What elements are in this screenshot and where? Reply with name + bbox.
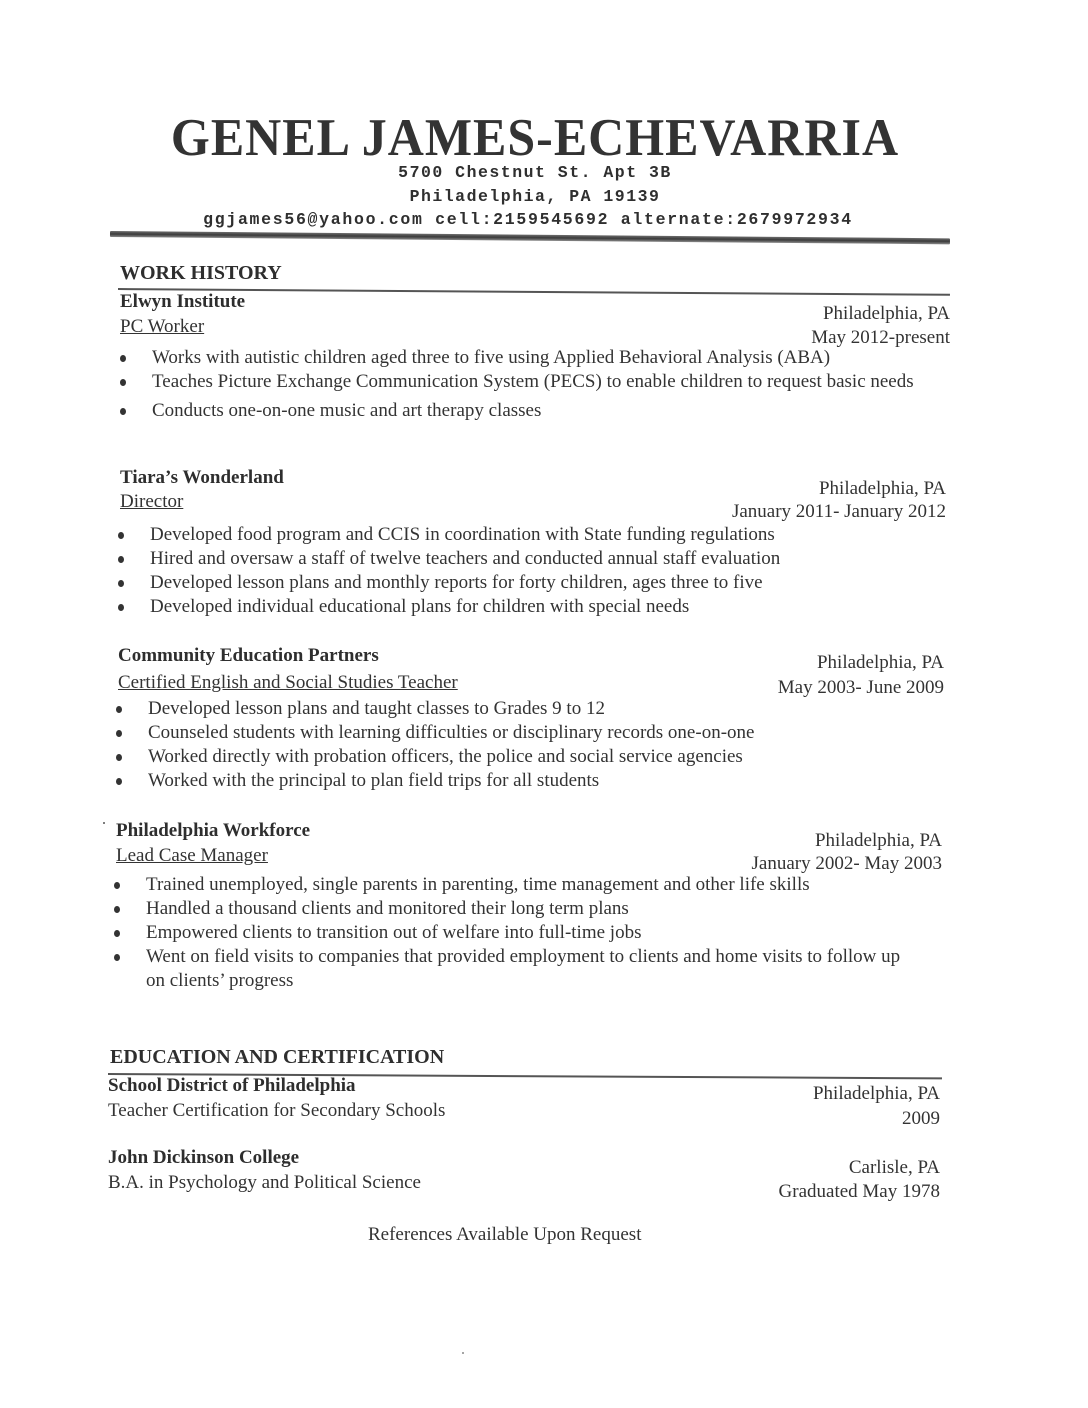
job-bullet: Counseled students with learning difficulties or disciplinary records one-on-one: [116, 721, 936, 745]
job-bullets: [114, 873, 914, 993]
bullet-icon: [114, 906, 120, 913]
job-location: Philadelphia, PA: [814, 830, 942, 851]
bullet-icon: [114, 882, 120, 889]
education-institution: School District of Philadelphia: [108, 1075, 356, 1096]
education-credential: Teacher Certification for Secondary Schools: [108, 1100, 446, 1121]
bullet-icon: [114, 954, 120, 961]
bullet-icon: [118, 556, 124, 563]
job-bullet: Hired and oversaw a staff of twelve teachers and conducted annual staff evaluation: [118, 547, 938, 571]
bullet-icon: [116, 730, 122, 737]
education-institution: John Dickinson College: [108, 1147, 300, 1168]
job-bullet: Developed lesson plans and taught classes to Grades 9 to 12: [116, 697, 936, 721]
bullet-icon: [118, 532, 124, 539]
references-note: References Available Upon Request: [368, 1224, 642, 1245]
job-bullet: Handled a thousand clients and monitored their long term plans: [114, 897, 914, 921]
bullet-icon: [116, 706, 122, 713]
job-bullet: Worked directly with probation officers, the police and social service agencies: [116, 745, 936, 769]
job-bullet: Conducts one-on-one music and art therapy classes: [120, 399, 920, 423]
scan-speck: [103, 822, 105, 824]
job-organization: Tiara’s Wonderland: [120, 467, 284, 488]
bullet-icon: [118, 580, 124, 587]
contact-line: ggjames56@yahoo.com cell:2159545692 alternate:2679972934: [203, 210, 853, 229]
job-bullet: Works with autistic children aged three to five using Applied Behavioral Analysis (ABA): [120, 346, 920, 370]
job-bullets: [118, 523, 938, 619]
scan-speck: [462, 1352, 464, 1354]
bullet-icon: [114, 930, 120, 937]
job-dates: May 2012-present: [811, 327, 950, 348]
job-title: Certified English and Social Studies Teacher: [118, 672, 458, 693]
candidate-name: GENEL JAMES-ECHEVARRIA: [170, 107, 900, 167]
job-title: Lead Case Manager: [116, 845, 268, 866]
job-bullet: Empowered clients to transition out of welfare into full-time jobs: [114, 921, 914, 945]
bullet-icon: [120, 408, 126, 415]
job-dates: May 2003- June 2009: [777, 677, 944, 698]
job-bullet: Worked with the principal to plan field trips for all students: [116, 769, 936, 793]
job-bullet: Developed food program and CCIS in coordination with State funding regulations: [118, 523, 938, 547]
work-history-heading: WORK HISTORY: [120, 262, 282, 284]
job-bullet: Developed lesson plans and monthly reports for forty children, ages three to five: [118, 571, 938, 595]
job-location: Philadelphia, PA: [818, 478, 946, 499]
job-dates: January 2002- May 2003: [751, 853, 942, 874]
job-bullets: [120, 346, 920, 423]
job-bullet: Teaches Picture Exchange Communication System (PECS) to enable children to request basic needs: [120, 370, 920, 394]
address-line-2: Philadelphia, PA 19139: [409, 187, 661, 206]
education-date: Graduated May 1978: [778, 1181, 940, 1202]
job-bullet: Developed individual educational plans for children with special needs: [118, 595, 938, 619]
job-organization: Philadelphia Workforce: [116, 820, 311, 841]
bullet-icon: [116, 778, 122, 785]
job-title: PC Worker: [120, 316, 205, 337]
job-bullet: Trained unemployed, single parents in parenting, time management and other life skills: [114, 873, 914, 897]
education-location: Carlisle, PA: [848, 1157, 940, 1178]
job-location: Philadelphia, PA: [822, 303, 950, 324]
address-line-1: 5700 Chestnut St. Apt 3B: [398, 163, 672, 182]
job-dates: January 2011- January 2012: [731, 501, 946, 522]
bullet-icon: [120, 355, 126, 362]
education-date: 2009: [902, 1108, 940, 1129]
bullet-icon: [118, 604, 124, 611]
bullet-icon: [116, 754, 122, 761]
job-organization: Elwyn Institute: [120, 291, 246, 312]
education-credential: B.A. in Psychology and Political Science: [108, 1172, 421, 1193]
job-bullet: Went on field visits to companies that provided employment to clients and home visits to follow up on clients’ progress: [114, 945, 914, 993]
bullet-icon: [120, 379, 126, 386]
job-title: Director: [120, 491, 184, 512]
job-location: Philadelphia, PA: [816, 652, 944, 673]
education-location: Philadelphia, PA: [812, 1083, 940, 1104]
header-divider: [110, 231, 950, 244]
job-organization: Community Education Partners: [118, 645, 379, 666]
job-bullets: [116, 697, 936, 793]
education-heading: EDUCATION AND CERTIFICATION: [110, 1046, 445, 1068]
